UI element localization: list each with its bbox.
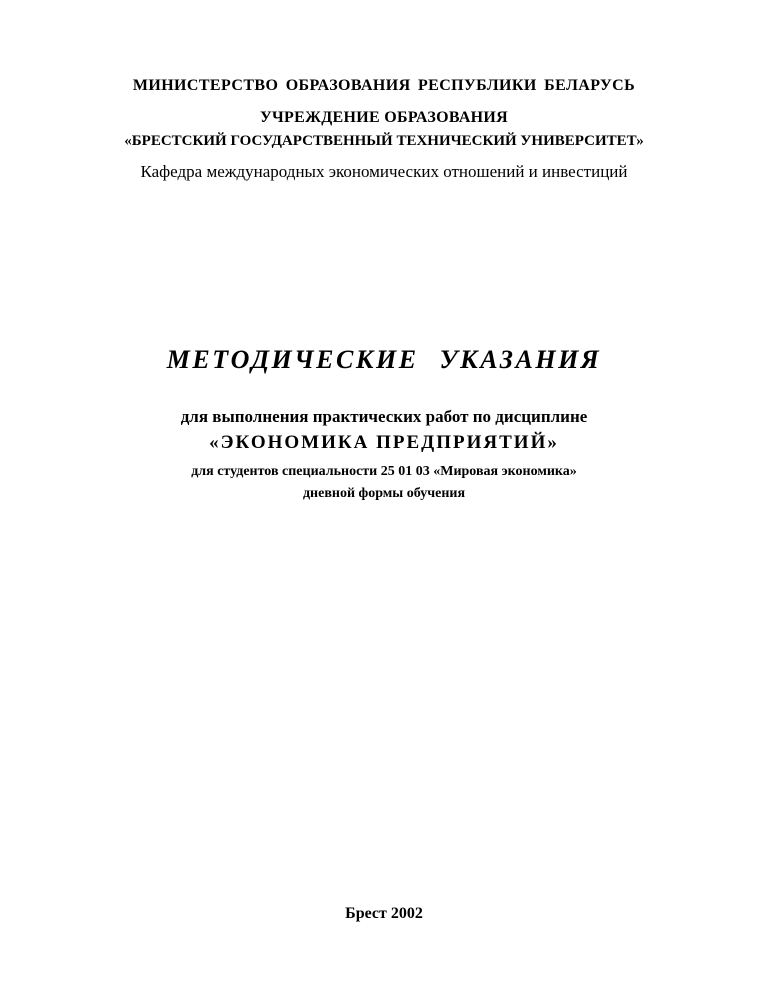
city-year: Брест 2002 xyxy=(345,905,423,922)
university-name: «БРЕСТСКИЙ ГОСУДАРСТВЕННЫЙ ТЕХНИЧЕСКИЙ УНИВЕРСИТЕТ» xyxy=(124,133,644,149)
institution-type-heading: УЧРЕЖДЕНИЕ ОБРАЗОВАНИЯ xyxy=(259,109,509,126)
study-form: дневной формы обучения xyxy=(302,486,466,501)
discipline-name: «ЭКОНОМИКА ПРЕДПРИЯТИЙ» xyxy=(209,432,559,453)
department-name: Кафедра международных экономических отношений и инвестиций xyxy=(140,162,628,181)
document-title: МЕТОДИЧЕСКИЕ УКАЗАНИЯ xyxy=(166,345,602,374)
document-purpose: для выполнения практических работ по дисциплине xyxy=(180,407,588,426)
target-students: для студентов специальности 25 01 03 «Мировая экономика» xyxy=(191,464,577,479)
ministry-heading: МИНИСТЕРСТВО ОБРАЗОВАНИЯ РЕСПУБЛИКИ БЕЛАРУСЬ xyxy=(132,77,636,94)
